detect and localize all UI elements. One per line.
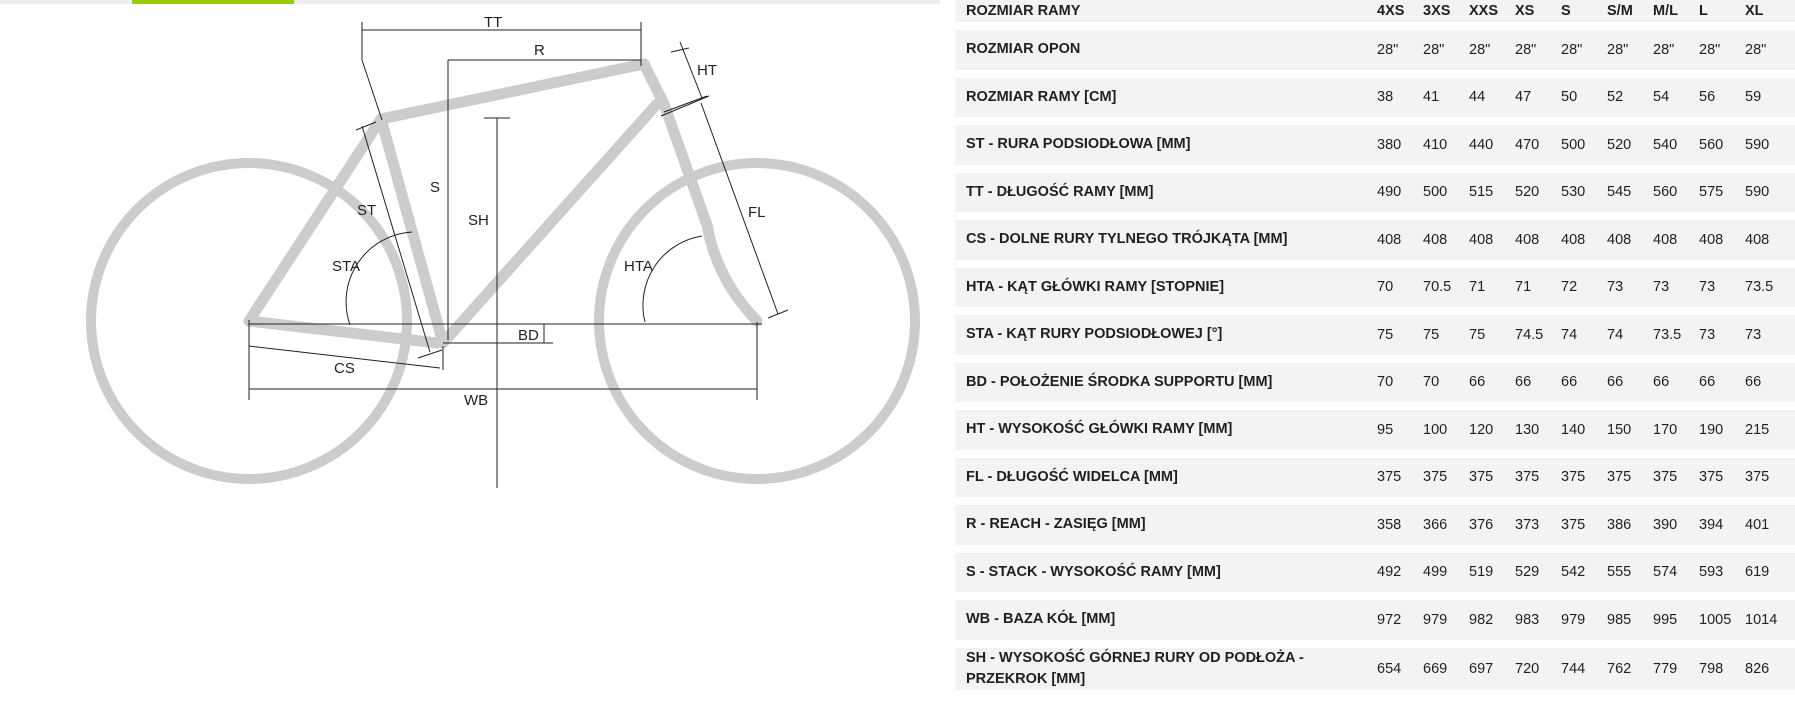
- row-label: WB - BAZA KÓŁ [MM]: [955, 600, 1370, 648]
- row-value: 560: [1646, 173, 1692, 221]
- fl-label: FL: [748, 204, 766, 221]
- table-header-row: [955, 0, 1795, 30]
- table-row: [955, 410, 1795, 458]
- row-value: 520: [1508, 173, 1554, 221]
- table-row: [955, 268, 1795, 316]
- row-value: 545: [1600, 173, 1646, 221]
- row-value: 408: [1370, 220, 1416, 268]
- row-value: 54: [1646, 78, 1692, 126]
- row-value: 408: [1508, 220, 1554, 268]
- row-value: 73: [1646, 268, 1692, 316]
- row-value: 190: [1692, 410, 1738, 458]
- r-label: R: [534, 42, 545, 59]
- row-value: 130: [1508, 410, 1554, 458]
- size-header: 4XS: [1370, 0, 1416, 30]
- row-value: 542: [1554, 553, 1600, 601]
- row-label: BD - POŁOŻENIE ŚRODKA SUPPORTU [MM]: [955, 363, 1370, 411]
- row-value: 500: [1416, 173, 1462, 221]
- row-value: 73.5: [1646, 315, 1692, 363]
- sta-label: STA: [332, 258, 361, 275]
- row-value: 590: [1738, 125, 1795, 173]
- row-value: 66: [1600, 363, 1646, 411]
- row-value: 375: [1692, 458, 1738, 506]
- tt-label: TT: [484, 14, 503, 31]
- row-value: 73: [1738, 315, 1795, 363]
- row-value: 75: [1462, 315, 1508, 363]
- row-value: 72: [1554, 268, 1600, 316]
- row-value: 70: [1416, 363, 1462, 411]
- row-value: 590: [1738, 173, 1795, 221]
- row-value: 66: [1692, 363, 1738, 411]
- row-value: 375: [1554, 505, 1600, 553]
- row-value: 66: [1508, 363, 1554, 411]
- row-value: 983: [1508, 600, 1554, 648]
- sh-label: SH: [468, 212, 489, 229]
- size-header: XXS: [1462, 0, 1508, 30]
- row-value: 408: [1738, 220, 1795, 268]
- table-row: [955, 458, 1795, 506]
- size-header: XS: [1508, 0, 1554, 30]
- row-value: 375: [1416, 458, 1462, 506]
- row-value: 28": [1416, 30, 1462, 78]
- row-value: 71: [1508, 268, 1554, 316]
- s-label: S: [430, 179, 441, 196]
- row-value: 619: [1738, 553, 1795, 601]
- row-value: 28": [1554, 30, 1600, 78]
- row-value: 386: [1600, 505, 1646, 553]
- row-value: 972: [1370, 600, 1416, 648]
- row-value: 44: [1462, 78, 1508, 126]
- ht-label: HT: [697, 62, 717, 79]
- table-row: [955, 553, 1795, 601]
- row-value: 519: [1462, 553, 1508, 601]
- row-label: S - STACK - WYSOKOŚĆ RAMY [MM]: [955, 553, 1370, 601]
- row-value: 1014: [1738, 600, 1795, 648]
- row-value: 70.5: [1416, 268, 1462, 316]
- row-value: 28": [1370, 30, 1416, 78]
- row-value: 995: [1646, 600, 1692, 648]
- row-value: 530: [1554, 173, 1600, 221]
- row-value: 66: [1462, 363, 1508, 411]
- row-value: 560: [1692, 125, 1738, 173]
- row-value: 75: [1416, 315, 1462, 363]
- row-value: 490: [1370, 173, 1416, 221]
- row-value: 979: [1416, 600, 1462, 648]
- wb-label: WB: [464, 392, 489, 409]
- row-value: 28": [1462, 30, 1508, 78]
- row-value: 499: [1416, 553, 1462, 601]
- row-value: 669: [1416, 648, 1462, 698]
- table-row: [955, 600, 1795, 648]
- row-label: FL - DŁUGOŚĆ WIDELCA [MM]: [955, 458, 1370, 506]
- row-value: 515: [1462, 173, 1508, 221]
- row-value: 70: [1370, 268, 1416, 316]
- table-row: [955, 505, 1795, 553]
- row-value: 28": [1692, 30, 1738, 78]
- row-value: 28": [1508, 30, 1554, 78]
- header-label: ROZMIAR RAMY: [955, 0, 1370, 30]
- row-value: 798: [1692, 648, 1738, 698]
- row-value: 56: [1692, 78, 1738, 126]
- row-value: 410: [1416, 125, 1462, 173]
- row-value: 440: [1462, 125, 1508, 173]
- cs-label: CS: [334, 360, 355, 377]
- table-row: [955, 363, 1795, 411]
- size-header: M/L: [1646, 0, 1692, 30]
- row-value: 74.5: [1508, 315, 1554, 363]
- row-value: 74: [1600, 315, 1646, 363]
- row-value: 366: [1416, 505, 1462, 553]
- row-value: 375: [1738, 458, 1795, 506]
- row-value: 100: [1416, 410, 1462, 458]
- table-row: [955, 648, 1795, 698]
- size-header: L: [1692, 0, 1738, 30]
- row-value: 375: [1600, 458, 1646, 506]
- table-row: [955, 220, 1795, 268]
- row-value: 408: [1462, 220, 1508, 268]
- row-value: 394: [1692, 505, 1738, 553]
- row-value: 28": [1738, 30, 1795, 78]
- row-value: 779: [1646, 648, 1692, 698]
- row-value: 697: [1462, 648, 1508, 698]
- row-value: 575: [1692, 173, 1738, 221]
- bd-label: BD: [518, 327, 539, 344]
- geometry-table-body: [955, 0, 1795, 698]
- row-label: ROZMIAR OPON: [955, 30, 1370, 78]
- size-header: XL: [1738, 0, 1795, 30]
- row-value: 375: [1370, 458, 1416, 506]
- row-value: 66: [1738, 363, 1795, 411]
- row-value: 380: [1370, 125, 1416, 173]
- row-value: 500: [1554, 125, 1600, 173]
- row-label: SH - WYSOKOŚĆ GÓRNEJ RURY OD PODŁOŻA - PRZEKROK [MM]: [955, 648, 1370, 698]
- row-value: 376: [1462, 505, 1508, 553]
- row-value: 408: [1554, 220, 1600, 268]
- geometry-table: [955, 0, 1795, 698]
- size-header: S: [1554, 0, 1600, 30]
- row-value: 408: [1416, 220, 1462, 268]
- row-label: STA - KĄT RURY PODSIODŁOWEJ [°]: [955, 315, 1370, 363]
- row-value: 41: [1416, 78, 1462, 126]
- row-value: 28": [1646, 30, 1692, 78]
- row-value: 74: [1554, 315, 1600, 363]
- row-label: ROZMIAR RAMY [CM]: [955, 78, 1370, 126]
- size-header: 3XS: [1416, 0, 1462, 30]
- row-value: 408: [1692, 220, 1738, 268]
- row-value: 73: [1692, 315, 1738, 363]
- row-value: 375: [1462, 458, 1508, 506]
- row-value: 73: [1600, 268, 1646, 316]
- row-label: R - REACH - ZASIĘG [MM]: [955, 505, 1370, 553]
- row-value: 1005: [1692, 600, 1738, 648]
- row-value: 52: [1600, 78, 1646, 126]
- row-value: 470: [1508, 125, 1554, 173]
- row-value: 720: [1508, 648, 1554, 698]
- row-value: 150: [1600, 410, 1646, 458]
- row-value: 66: [1646, 363, 1692, 411]
- row-value: 985: [1600, 600, 1646, 648]
- row-value: 744: [1554, 648, 1600, 698]
- row-value: 373: [1508, 505, 1554, 553]
- row-value: 38: [1370, 78, 1416, 126]
- row-value: 529: [1508, 553, 1554, 601]
- row-label: HT - WYSOKOŚĆ GŁÓWKI RAMY [MM]: [955, 410, 1370, 458]
- row-value: 654: [1370, 648, 1416, 698]
- row-value: 979: [1554, 600, 1600, 648]
- row-value: 574: [1646, 553, 1692, 601]
- row-label: HTA - KĄT GŁÓWKI RAMY [STOPNIE]: [955, 268, 1370, 316]
- table-row: [955, 30, 1795, 78]
- row-value: 73: [1692, 268, 1738, 316]
- row-value: 826: [1738, 648, 1795, 698]
- row-value: 375: [1646, 458, 1692, 506]
- row-value: 762: [1600, 648, 1646, 698]
- row-value: 66: [1554, 363, 1600, 411]
- row-value: 555: [1600, 553, 1646, 601]
- table-row: [955, 315, 1795, 363]
- st-label: ST: [357, 202, 377, 219]
- row-value: 375: [1554, 458, 1600, 506]
- row-value: 982: [1462, 600, 1508, 648]
- row-value: 593: [1692, 553, 1738, 601]
- hta-label: HTA: [624, 258, 653, 275]
- row-value: 540: [1646, 125, 1692, 173]
- row-value: 75: [1370, 315, 1416, 363]
- row-label: CS - DOLNE RURY TYLNEGO TRÓJKĄTA [MM]: [955, 220, 1370, 268]
- row-value: 375: [1508, 458, 1554, 506]
- table-row: [955, 78, 1795, 126]
- row-value: 492: [1370, 553, 1416, 601]
- row-value: 47: [1508, 78, 1554, 126]
- size-header: S/M: [1600, 0, 1646, 30]
- row-value: 140: [1554, 410, 1600, 458]
- row-label: TT - DŁUGOŚĆ RAMY [MM]: [955, 173, 1370, 221]
- row-value: 390: [1646, 505, 1692, 553]
- row-value: 401: [1738, 505, 1795, 553]
- row-value: 120: [1462, 410, 1508, 458]
- row-value: 50: [1554, 78, 1600, 126]
- row-value: 170: [1646, 410, 1692, 458]
- table-row: [955, 173, 1795, 221]
- table-row: [955, 125, 1795, 173]
- row-value: 408: [1600, 220, 1646, 268]
- row-label: ST - RURA PODSIODŁOWA [MM]: [955, 125, 1370, 173]
- row-value: 95: [1370, 410, 1416, 458]
- row-value: 358: [1370, 505, 1416, 553]
- row-value: 73.5: [1738, 268, 1795, 316]
- bike-geometry-diagram: [0, 0, 940, 500]
- row-value: 70: [1370, 363, 1416, 411]
- row-value: 408: [1646, 220, 1692, 268]
- row-value: 59: [1738, 78, 1795, 126]
- row-value: 28": [1600, 30, 1646, 78]
- row-value: 71: [1462, 268, 1508, 316]
- row-value: 215: [1738, 410, 1795, 458]
- row-value: 520: [1600, 125, 1646, 173]
